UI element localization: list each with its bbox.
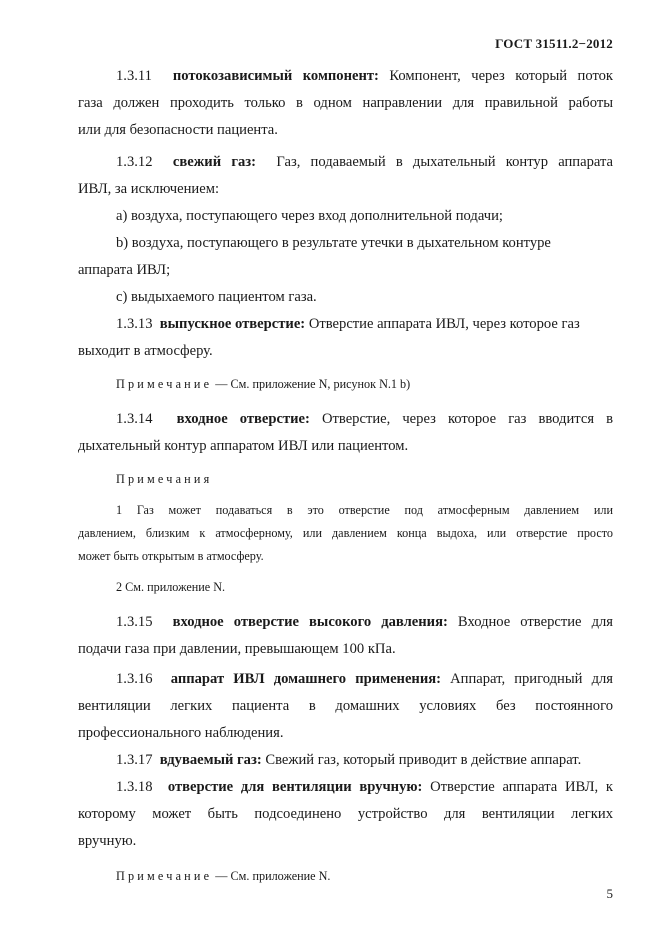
definition-1-3-14 [78, 406, 613, 433]
note-1-3-18 [78, 863, 613, 890]
clause-number: 1.3.17 [116, 752, 153, 768]
definition-1-3-18 [78, 774, 613, 801]
note-1-line: 1 Газ может подаваться в это отверстие под атмосферным давлением или [116, 503, 613, 517]
term: вдуваемый газ: [159, 752, 262, 768]
list-item-a: а) воздуха, поступающего через вход дополнительной подачи; [116, 208, 503, 224]
term: потокозависимый компонент: [172, 68, 379, 84]
note-1-line: давлением, близким к атмосферному, или давлением конца выдоха, или отверстие просто [78, 526, 613, 540]
clause-number: 1.3.13 [116, 316, 153, 332]
term: выпускное отверстие: [159, 316, 306, 332]
list-item-c: с) выдыхаемого пациентом газа. [116, 289, 317, 305]
page-number: 5 [606, 886, 613, 901]
note-1-3-13 [78, 371, 613, 398]
term: отверстие для вентиляции вручную: [167, 779, 423, 795]
note-2: 2 См. приложение N. [116, 580, 226, 594]
term: свежий газ: [172, 154, 256, 170]
definition-1-3-13 [78, 311, 613, 338]
definition-line: которому может быть подсоединено устройство для вентиляции легких [78, 806, 613, 822]
definition-line: газа должен проходить только в одном направлении для правильной работы [78, 95, 613, 111]
list-item-b: b) воздуха, поступающего в результате утечки в дыхательном контуре [116, 235, 551, 251]
list-item-b-continued: аппарата ИВЛ; [78, 262, 171, 278]
note-label: Примечание [116, 869, 213, 883]
term: входное отверстие высокого давления: [172, 614, 448, 630]
definition-line: ИВЛ, за исключением: [78, 181, 220, 197]
definition-line: или для безопасности пациента. [78, 122, 278, 138]
definition-text: Свежий газ, который приводит в действие аппарат. [265, 752, 582, 768]
definition-text: Аппарат, пригодный для [450, 671, 613, 687]
definition-1-3-16 [78, 666, 613, 693]
notes-label: Примечания [116, 472, 213, 486]
definition-text: Газ, подаваемый в дыхательный контур аппарата [276, 154, 614, 170]
definition-line: профессионального наблюдения. [78, 725, 284, 741]
definition-line: вентиляции легких пациента в домашних условиях без постоянного [78, 698, 613, 714]
clause-number: 1.3.14 [116, 411, 153, 427]
definition-text: Отверстие аппарата ИВЛ, через которое газ [308, 316, 580, 332]
definition-1-3-17 [78, 747, 613, 774]
note-text: — См. приложение N. [212, 869, 331, 883]
definition-text: Отверстие аппарата ИВЛ, к [430, 779, 613, 795]
clause-number: 1.3.15 [116, 614, 153, 630]
term: входное отверстие: [176, 411, 310, 427]
definition-line: вручную. [78, 833, 137, 849]
definition-line: выходит в атмосферу. [78, 343, 213, 359]
term: аппарат ИВЛ домашнего применения: [170, 671, 441, 687]
note-label: Примечание [116, 377, 213, 391]
definition-line: подачи газа при давлении, превышающем 100 кПа. [78, 641, 396, 657]
page-header: ГОСТ 31511.2−2012 [495, 36, 613, 51]
definition-1-3-11 [78, 63, 613, 90]
definition-text: Компонент, через который поток [389, 68, 614, 84]
note-text: — См. приложение N, рисунок N.1 b) [212, 377, 411, 391]
clause-number: 1.3.11 [116, 68, 152, 84]
definition-text: Отверстие, через которое газ вводится в [321, 411, 613, 427]
note-1-line: может быть открытым в атмосферу. [78, 549, 264, 563]
definition-1-3-15 [78, 609, 613, 636]
definition-line: дыхательный контур аппаратом ИВЛ или пациентом. [78, 438, 409, 454]
definition-1-3-12 [78, 149, 613, 176]
clause-number: 1.3.12 [116, 154, 153, 170]
clause-number: 1.3.16 [116, 671, 153, 687]
document-body [78, 63, 613, 890]
clause-number: 1.3.18 [116, 779, 153, 795]
definition-text: Входное отверстие для [457, 614, 613, 630]
